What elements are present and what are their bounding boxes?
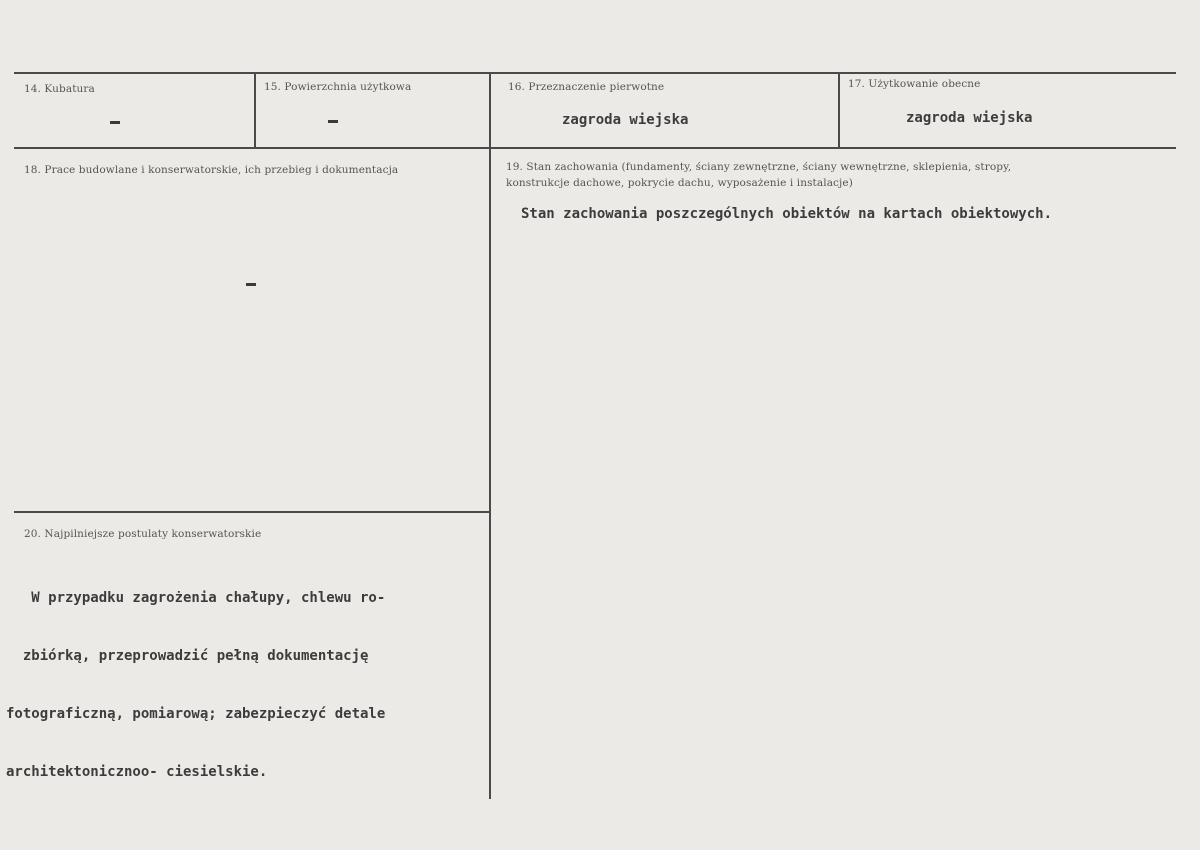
field20-label: 20. Najpilniejsze postulaty konserwatorskie [24, 528, 262, 540]
divider-16-17 [838, 72, 840, 148]
field16-value: zagroda wiejska [562, 112, 689, 128]
field20-value [6, 558, 385, 822]
field20-top-rule [14, 511, 489, 513]
field18-label: 18. Prace budowlane i konserwatorskie, ich przebieg i dokumentacja [24, 164, 399, 176]
field14-label: 14. Kubatura [24, 83, 95, 95]
field18-value-dash [246, 283, 256, 286]
field20-line: W przypadku zagrożenia chałupy, chlewu ro- [6, 590, 386, 606]
field17-label: 17. Użytkowanie obecne [848, 78, 981, 90]
field19-label-line2: konstrukcje dachowe, pokrycie dachu, wyposażenie i instalacje) [506, 177, 853, 189]
field15-label: 15. Powierzchnia użytkowa [264, 81, 412, 93]
field20-line: architektonicznoo- ciesielskie. [6, 764, 268, 780]
field19-value: Stan zachowania poszczególnych obiektów na kartach obiektowych. [521, 206, 1053, 222]
top-rule [14, 72, 1176, 74]
field20-line: fotograficzną, pomiarową; zabezpieczyć detale [6, 706, 386, 722]
field17-value: zagroda wiejska [906, 110, 1033, 126]
field20-line: zbiórką, przeprowadzić pełną dokumentację [6, 648, 369, 664]
row1-bottom-rule [14, 147, 1176, 149]
field16-label: 16. Przeznaczenie pierwotne [508, 81, 665, 93]
field14-value-dash [110, 121, 120, 124]
field19-label-line1: 19. Stan zachowania (fundamenty, ściany zewnętrzne, ściany wewnętrzne, sklepienia, stropy, [506, 161, 1012, 173]
divider-main [489, 72, 491, 799]
field15-value-dash [328, 120, 338, 123]
divider-14-15 [254, 72, 256, 148]
